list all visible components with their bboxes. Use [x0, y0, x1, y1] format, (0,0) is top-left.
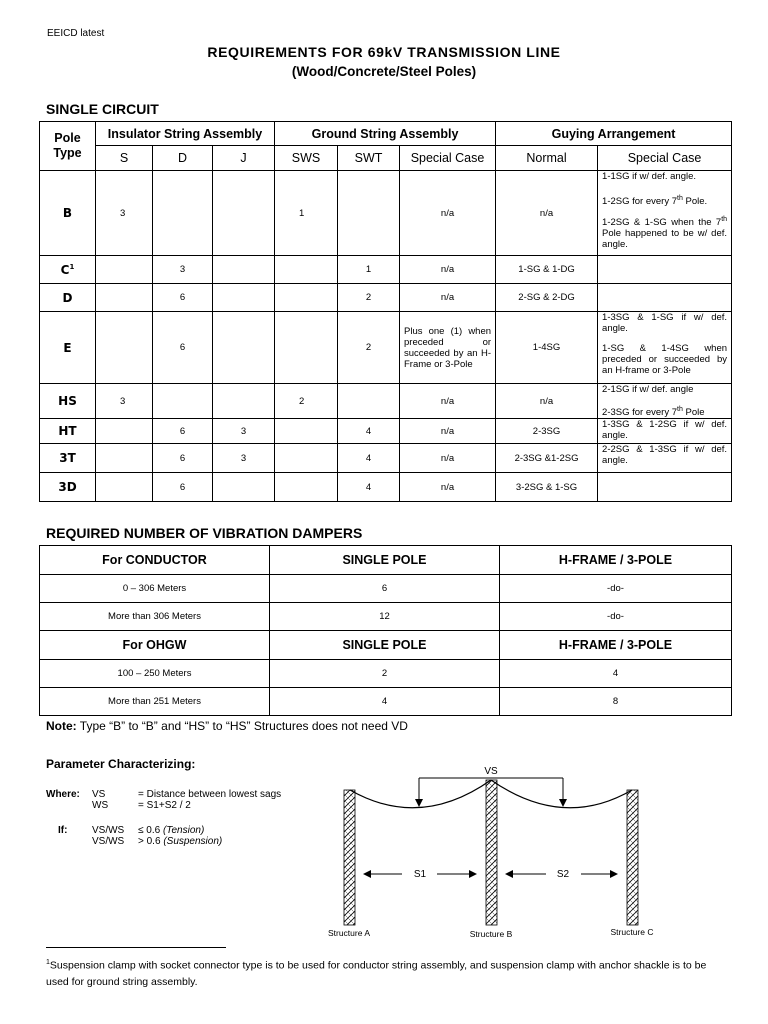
if-label: If: [58, 825, 68, 836]
where-def: = Distance between lowest sags [138, 789, 282, 800]
sub-header: S [96, 146, 153, 171]
h-frame-cell: -do- [500, 575, 732, 603]
cell-swt: 4 [338, 419, 400, 444]
footnote-divider [46, 947, 226, 948]
cell-sws: 2 [275, 384, 338, 419]
cell-swt: 2 [338, 312, 400, 384]
cell-normal: 1-SG & 1-DG [496, 256, 598, 284]
h-frame-cell: -do- [500, 603, 732, 631]
range-cell: 100 – 250 Meters [40, 660, 270, 688]
cell-gsa-special: n/a [400, 419, 496, 444]
pole-type: $C^1$ [40, 256, 96, 284]
cell-gsa-special: n/a [400, 473, 496, 502]
h-frame-cell: 4 [500, 660, 732, 688]
cell-gsa-special: Plus one (1) when preceded or succeeded by an H-Frame or 3-Pole [400, 312, 496, 384]
cell-gsa-special: n/a [400, 384, 496, 419]
where-term: VS [92, 789, 106, 800]
pole-type: 3T [40, 444, 96, 473]
single-pole-header: SINGLE POLE [270, 546, 500, 575]
where-term: WS [92, 800, 109, 811]
cell-gsa-special: n/a [400, 444, 496, 473]
cell-d: 6 [153, 444, 213, 473]
sub-header: Special Case [400, 146, 496, 171]
cell-gsa-special: n/a [400, 171, 496, 256]
range-cell: More than 251 Meters [40, 688, 270, 716]
parameter-heading: Parameter Characterizing: [46, 757, 196, 771]
guying-header: Guying Arrangement [496, 122, 732, 146]
cell-s: 3 [96, 384, 153, 419]
ohgw-header: For OHGW [40, 631, 270, 660]
sub-header: Normal [496, 146, 598, 171]
cell-swt: 1 [338, 256, 400, 284]
cell-swt: 2 [338, 284, 400, 312]
h-frame-cell: 8 [500, 688, 732, 716]
cell-guy-special: 1-3SG & 1-2SG if w/ def. angle. [598, 419, 732, 444]
cell-swt: 4 [338, 473, 400, 502]
single-pole-header: SINGLE POLE [270, 631, 500, 660]
note: Note: Type “B” to “B” and “HS” to “HS” Structures does not need VD [46, 719, 408, 733]
structure-a-label: Structure A [327, 928, 371, 938]
conductor-sag-2 [491, 780, 632, 808]
structure-c-label: Structure C [610, 927, 654, 937]
cell-normal: n/a [496, 384, 598, 419]
footnote: $^1$Suspension clamp with socket connector type is to be used for conductor string assembly, and suspension clamp with anchor shackle is to be used for ground string assembly. [46, 959, 707, 988]
cell-guy-special: 2-2SG & 1-3SG if w/ def. angle. [598, 444, 732, 473]
cell-d: 3 [153, 256, 213, 284]
pole-type: B [40, 171, 96, 256]
cell-normal: 2-3SG [496, 419, 598, 444]
if-term: VS/WS [92, 836, 125, 847]
conductor-sag-1 [350, 780, 491, 808]
vs-label: VS [484, 766, 498, 777]
cell-normal: 1-4SG [496, 312, 598, 384]
cell-normal: 2-SG & 2-DG [496, 284, 598, 312]
pole-type: E [40, 312, 96, 384]
if-condition: > 0.6 (Suspension) [138, 836, 223, 847]
h-frame-header: H-FRAME / 3-POLE [500, 546, 732, 575]
cell-d: 6 [153, 419, 213, 444]
cell-j: 3 [213, 444, 275, 473]
if-condition: ≤ 0.6 (Tension) [138, 825, 205, 836]
cell-swt: 4 [338, 444, 400, 473]
range-cell: More than 306 Meters [40, 603, 270, 631]
pole-type-header: Pole Type [40, 122, 96, 171]
structure-b-label: Structure B [469, 929, 513, 939]
sub-header: SWT [338, 146, 400, 171]
h-frame-header: H-FRAME / 3-POLE [500, 631, 732, 660]
cell-normal: 3-2SG & 1-SG [496, 473, 598, 502]
sub-header: D [153, 146, 213, 171]
s1-label: S1 [413, 869, 427, 880]
cell-gsa-special: n/a [400, 256, 496, 284]
cell-j: 3 [213, 419, 275, 444]
insulator-header: Insulator String Assembly [96, 122, 275, 146]
pole-a [344, 790, 355, 925]
ground-header: Ground String Assembly [275, 122, 496, 146]
sub-header: SWS [275, 146, 338, 171]
single-pole-cell: 4 [270, 688, 500, 716]
single-pole-cell: 6 [270, 575, 500, 603]
range-cell: 0 – 306 Meters [40, 575, 270, 603]
pole-type: D [40, 284, 96, 312]
cell-d: 6 [153, 473, 213, 502]
single-pole-cell: 12 [270, 603, 500, 631]
cell-d: 6 [153, 284, 213, 312]
single-circuit-heading: SINGLE CIRCUIT [46, 101, 159, 117]
s2-label: S2 [556, 869, 570, 880]
pole-c [627, 790, 638, 925]
single-pole-cell: 2 [270, 660, 500, 688]
pole-type: HS [40, 384, 96, 419]
page-subtitle: (Wood/Concrete/Steel Poles) [291, 64, 477, 79]
footnote-marker: 1 [69, 262, 75, 271]
cell-s: 3 [96, 171, 153, 256]
cell-gsa-special: n/a [400, 284, 496, 312]
sub-header: Special Case [598, 146, 732, 171]
header-label: EEICD latest [47, 28, 105, 39]
cell-normal: n/a [496, 171, 598, 256]
cell-guy-special: 2-1SG if w/ def. angle 2-3SG for every 7th Pole [598, 384, 732, 419]
if-term: VS/WS [92, 825, 125, 836]
pole-type: 3D [40, 473, 96, 502]
sub-header: J [213, 146, 275, 171]
conductor-header: For CONDUCTOR [40, 546, 270, 575]
page-title: REQUIREMENTS FOR 69kV TRANSMISSION LINE [207, 44, 561, 60]
where-def: = S1+S2 / 2 [138, 800, 191, 811]
where-label: Where: [46, 789, 80, 800]
pole-type: HT [40, 419, 96, 444]
cell-guy-special: 1-1SG if w/ def. angle. 1-2SG for every 7th Pole. 1-2SG & 1-SG when the 7th Pole happened to be w/ def. angle. [598, 171, 732, 256]
cell-sws: 1 [275, 171, 338, 256]
pole-b [486, 780, 497, 925]
cell-normal: 2-3SG &1-2SG [496, 444, 598, 473]
cell-guy-special: 1-3SG & 1-SG if w/ def. angle. 1-SG & 1-4SG when preceded or succeeded by an H-frame or 3-Pole [598, 312, 732, 384]
cell-d: 6 [153, 312, 213, 384]
dampers-heading: REQUIRED NUMBER OF VIBRATION DAMPERS [46, 525, 363, 541]
